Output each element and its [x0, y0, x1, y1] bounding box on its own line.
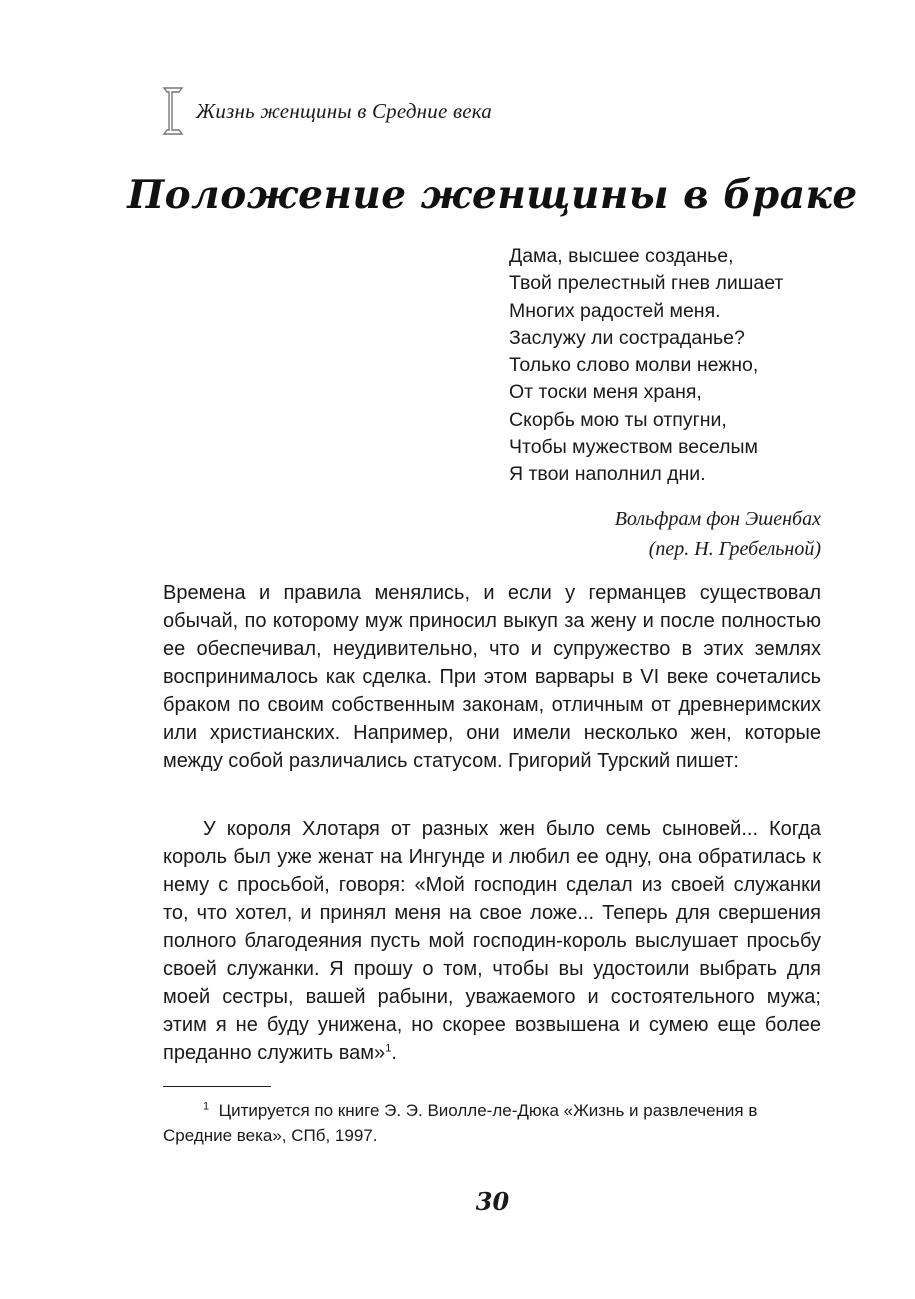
chapter-title: Положение женщины в браке — [127, 172, 858, 218]
footnote — [163, 1098, 821, 1148]
epigraph-line: Твой прелестный гнев лишает — [509, 272, 784, 295]
footnote-reference[interactable]: 1 — [385, 1042, 392, 1055]
epigraph-line: Многих радостей меня. — [509, 299, 721, 322]
epigraph-attribution — [615, 504, 821, 564]
page-number: 30 — [475, 1187, 510, 1216]
epigraph — [509, 243, 839, 489]
epigraph-line: Скорбь мою ты отпугни, — [509, 408, 727, 431]
body-paragraph: Времена и правила менялись, и если у германцев существовал обычай, по которому муж приносил выкуп за жену и после полностью ее обеспечивал, неудивительно, что и супружество в этих землях воспринималось как сделка. При этом варвары в VI веке сочетались браком по своим собственным законам, отличным от древнеримских или христианских. Например, они имели несколько жен, которые между собой различались статусом. Григорий Турский пишет: — [163, 582, 821, 772]
footnote-text: Цитируется по книге Э. Э. Виолле-ле-Дюка «Жизнь и развлечения в Средние века», СПб, 1997. — [163, 1101, 758, 1145]
running-head-title: Жизнь женщины в Средние века — [196, 98, 493, 123]
quote-end-punctuation: . — [391, 1042, 397, 1064]
quote-paragraph — [163, 815, 821, 1067]
epigraph-author: Вольфрам фон Эшенбах — [614, 508, 821, 530]
epigraph-translator: (пер. Н. Гребельной) — [648, 538, 821, 560]
epigraph-line: Я твои наполнил дни. — [509, 463, 706, 486]
epigraph-line: Чтобы мужеством веселым — [509, 436, 758, 459]
footnote-divider — [163, 1086, 271, 1087]
footnote-marker: 1 — [203, 1100, 210, 1113]
epigraph-line: От тоски меня храня, — [509, 381, 702, 404]
epigraph-line: Заслужу ли состраданье? — [509, 326, 745, 349]
running-head — [160, 86, 492, 136]
bracket-ornament-icon — [160, 86, 186, 136]
epigraph-line: Дама, высшее созданье, — [509, 245, 734, 267]
quote-text: У короля Хлотаря от разных жен было семь сыновей... Когда король был уже женат на Ингунде и любил ее одну, она обратилась к нему с просьбой, говоря: «Мой господин сделал из своей служанки то, что хотел, и принял меня на свое ложе... Теперь для свершения полного благодеяния пусть мой господин-король выслушает просьбу своей служанки. Я прошу о том, чтобы вы удостоили выбрать для моей сестры, вашей рабыни, уважаемого и состоятельного мужа; этим я не буду унижена, но скорее возвышена и сумею еще более преданно служить вам» — [163, 818, 821, 1064]
epigraph-line: Только слово молви нежно, — [509, 354, 759, 377]
